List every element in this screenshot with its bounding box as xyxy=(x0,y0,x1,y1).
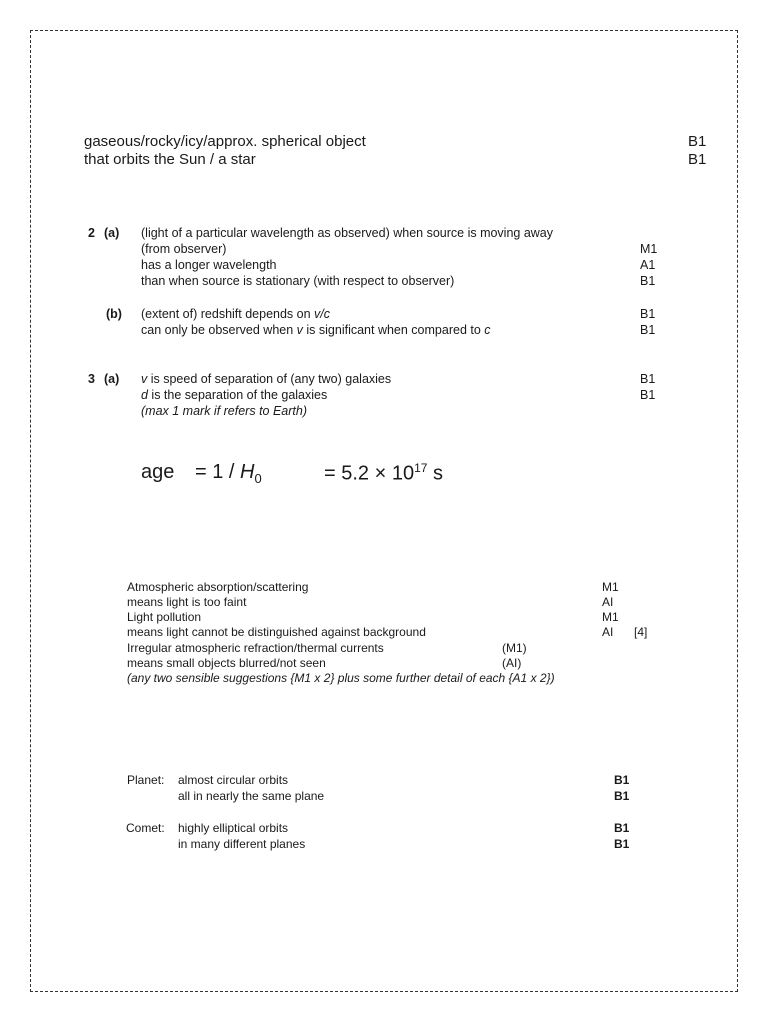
q2b-line-1-text: (extent of) redshift depends on xyxy=(141,307,315,321)
q3a-line-1-text: is speed of separation of (any two) galaxies xyxy=(147,372,392,386)
q4-line-4: means light cannot be distinguished against background xyxy=(127,625,426,639)
q2a-line-2: (from observer) xyxy=(141,242,227,256)
q1-line-2: that orbits the Sun / a star xyxy=(84,151,256,168)
formula-lhs: age xyxy=(141,461,175,483)
q4-line-5: Irregular atmospheric refraction/thermal currents xyxy=(127,641,384,655)
q5-planet-line-1: almost circular orbits xyxy=(178,773,289,787)
q2b-line-1 xyxy=(141,307,330,323)
formula-eq1: = 1 / xyxy=(195,461,241,483)
q3a-mark-1: B1 xyxy=(640,372,656,386)
q5-planet-line-2: all in nearly the same plane xyxy=(178,789,325,803)
q2b-mark-2: B1 xyxy=(640,323,656,337)
formula-eq2: = 5.2 × 10 xyxy=(324,462,415,485)
formula-result xyxy=(324,461,443,486)
q2a-line-3: has a longer wavelength xyxy=(141,258,277,272)
q1-line-1: gaseous/rocky/icy/approx. spherical object xyxy=(84,133,366,150)
q2b-line-2-text-b: is significant when compared to xyxy=(302,323,485,337)
q3a-line-2-text: is the separation of the galaxies xyxy=(147,388,328,402)
q4-mark-4: AI xyxy=(602,625,614,639)
q1-mark-2: B1 xyxy=(688,151,707,168)
q3a-label: (a) xyxy=(104,372,120,386)
q4-note: (any two sensible suggestions {M1 x 2} plus some further detail of each {A1 x 2}) xyxy=(127,671,555,685)
formula-exp: 17 xyxy=(414,461,428,475)
q4-alt-mark-1: (M1) xyxy=(502,641,527,655)
page-border xyxy=(30,30,738,992)
q4-line-3: Light pollution xyxy=(127,610,202,624)
q3a-mark-2: B1 xyxy=(640,388,656,402)
q5-mark-4: B1 xyxy=(614,837,630,851)
formula-hubble xyxy=(195,461,262,486)
q4-alt-mark-2: (AI) xyxy=(502,656,522,670)
q4-mark-2: AI xyxy=(602,595,614,609)
q2a-mark-1: M1 xyxy=(640,242,658,256)
q2a-mark-3: B1 xyxy=(640,274,656,288)
q4-line-6: means small objects blurred/not seen xyxy=(127,656,326,670)
q5-comet-line-1: highly elliptical orbits xyxy=(178,821,289,835)
q3-number: 3 xyxy=(88,372,95,386)
formula-unit: s xyxy=(427,462,443,485)
q2b-mark-1: B1 xyxy=(640,307,656,321)
q2a-line-1: (light of a particular wavelength as observed) when source is moving away xyxy=(141,226,554,240)
q2b-line-2 xyxy=(141,323,491,339)
q3a-line-3: (max 1 mark if refers to Earth) xyxy=(141,404,308,418)
q5-comet-line-2: in many different planes xyxy=(178,837,306,851)
q2b-var-vc: v/c xyxy=(314,307,331,321)
formula-h: H xyxy=(240,461,255,483)
q3a-var-d: d xyxy=(141,388,148,402)
q5-mark-2: B1 xyxy=(614,789,630,803)
q3a-line-1 xyxy=(141,372,391,388)
q2b-var-c: c xyxy=(484,323,491,337)
q2b-label: (b) xyxy=(106,307,122,321)
q4-mark-1: M1 xyxy=(602,580,619,594)
q3a-line-2 xyxy=(141,388,327,404)
q5-planet-label: Planet: xyxy=(127,773,165,787)
q4-mark-3: M1 xyxy=(602,610,619,624)
q2a-mark-2: A1 xyxy=(640,258,656,272)
q2b-var-v: v xyxy=(296,323,303,337)
q2a-label: (a) xyxy=(104,226,120,240)
q5-mark-1: B1 xyxy=(614,773,630,787)
q3a-var-v: v xyxy=(141,372,148,386)
q1-mark-1: B1 xyxy=(688,133,707,150)
q5-mark-3: B1 xyxy=(614,821,630,835)
q2a-line-4: than when source is stationary (with respect to observer) xyxy=(141,274,455,288)
q4-line-2: means light is too faint xyxy=(127,595,247,609)
q4-total: [4] xyxy=(634,625,648,639)
q2b-line-2-text-a: can only be observed when xyxy=(141,323,297,337)
formula-h-sub: 0 xyxy=(254,471,262,486)
q2-number: 2 xyxy=(88,226,95,240)
q5-comet-label: Comet: xyxy=(126,821,165,835)
q4-line-1: Atmospheric absorption/scattering xyxy=(127,580,309,594)
